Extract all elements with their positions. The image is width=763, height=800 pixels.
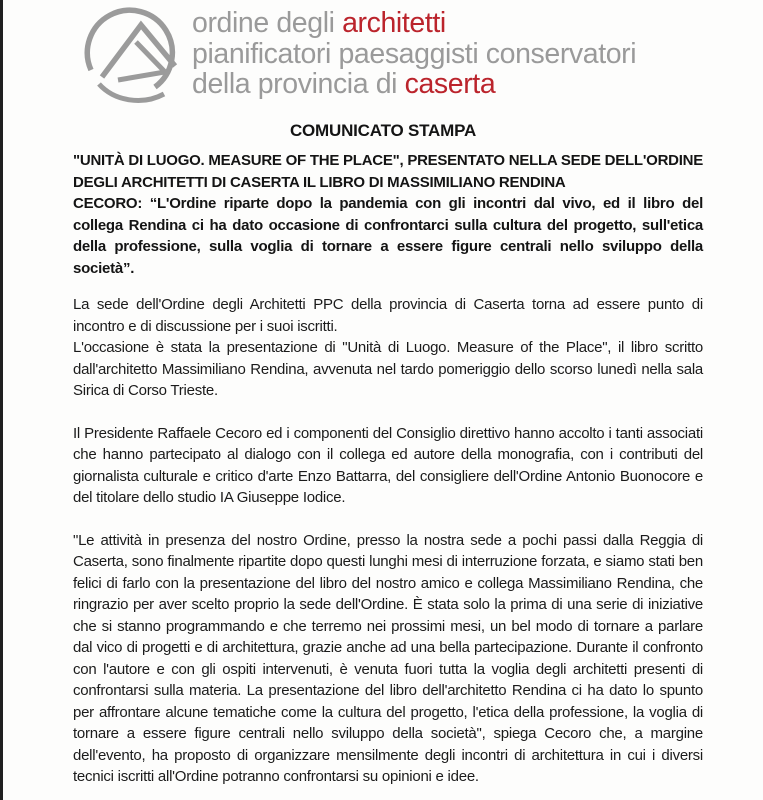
body-paragraph-1: La sede dell'Ordine degli Architetti PPC della provincia di Caserta torna ad essere punto di incontro e di discussione per i suoi iscritti.: [73, 296, 703, 335]
logo-line-2: pianificatori paesaggisti conservatori: [192, 37, 637, 70]
logo-header: [3, 0, 763, 108]
logo-word-architetti: architetti: [342, 7, 446, 39]
body-paragraph-4: "Le attività in presenza del nostro Ordine, presso la nostra sede a pochi passi dalla Reggia di Caserta, sono finalmente ripartite dopo questi lunghi mesi di interruzione forzata, e siamo stati ben felici di farlo con la presentazione del libro del nostro amico e collega Massimiliano Rendina, che ringrazio per aver scelto proprio la sede dell'Ordine. È stata solo la prima di una serie di iniziative che si stanno programmando e che terremo nei prossimi mesi, un bel modo di tornare a parlare dal vico di progetti e di architettura, grazie anche ad una bella partecipazione. Durante il confronto con l'autore e con gli ospiti intervenuti, è venuta fuori tutta la voglia degli architetti presenti di confrontarsi sulla materia. La presentazione del libro dell'architetto Rendina ci ha dato lo spunto per affrontare alcune tematiche come la cultura del progetto, l'etica della professione, la voglia di tornare a essere figure centrali nello sviluppo della società", spiega Cecoro che, a margine dell'evento, ha proposto di organizzare mensilmente degli incontri di architettura in cui i diversi tecnici iscritti all'Ordine potranno confrontarsi su opinioni e idee.: [73, 531, 703, 785]
logo-line-3: della provincia di caserta: [192, 68, 496, 100]
body-paragraph-3: Il Presidente Raffaele Cecoro ed i componenti del Consiglio direttivo hanno accolto i tanti associati che hanno partecipato al dialogo con il collega ed autore della monografia, con i contributi del giornalista culturale e critico d'arte Enzo Battarra, del consigliere dell'Ordine Antonio Buonocore e del titolare dello studio IA Giuseppe Iodice.: [73, 424, 703, 506]
headline-paragraph: "UNITÀ DI LUOGO. MEASURE OF THE PLACE", PRESENTATO NELLA SEDE DELL'ORDINE DEGLI ARCHITETTI DI CASERTA IL LIBRO DI MASSIMILIANO RENDINA: [73, 152, 703, 191]
logo-wordmark: [192, 7, 636, 100]
subhead-paragraph: CECORO: “L'Ordine riparte dopo la pandemia con gli incontri dal vivo, ed il libro del collega Rendina ci ha dato occasione di confrontarci sulla cultura del progetto, sull'etica della professione, sulla voglia di tornare a essere figure centrali nello sviluppo della società”.: [73, 195, 703, 277]
document-title: COMUNICATO STAMPA: [289, 121, 477, 140]
architects-order-logo-icon: [77, 7, 183, 110]
logo-line-1: ordine degli architetti: [192, 7, 446, 39]
document-body: [73, 150, 703, 788]
logo-word-caserta: caserta: [404, 68, 496, 100]
body-paragraph-2: L'occasione è stata la presentazione di "Unità di Luogo. Measure of the Place", il libro scritto dall'architetto Massimiliano Rendina, avvenuta nel tardo pomeriggio dello scorso lunedì nella sala Sirica di Corso Trieste.: [73, 339, 703, 399]
